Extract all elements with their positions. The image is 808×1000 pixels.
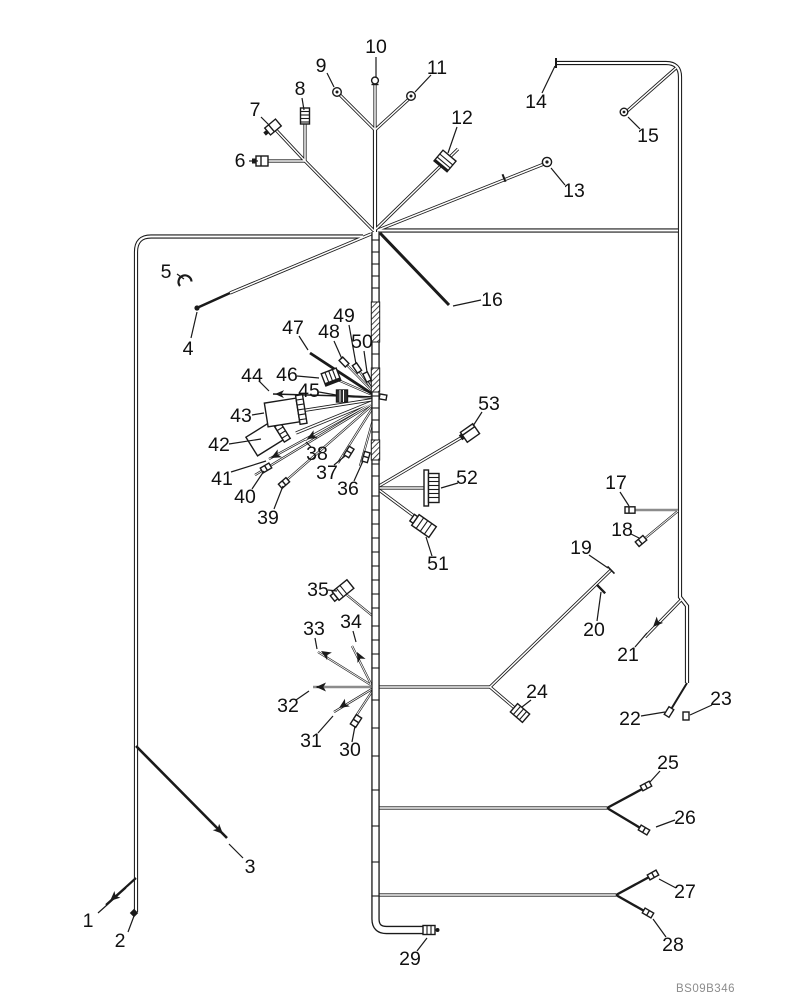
callout-7-leader <box>261 117 269 125</box>
wire-9-core <box>339 94 375 130</box>
callout-40: 40 <box>234 486 256 508</box>
wire-21-core <box>645 600 681 637</box>
callout-52: 52 <box>456 467 478 489</box>
callout-14-leader <box>542 66 555 93</box>
connector-39-icon <box>278 478 289 489</box>
callout-14: 14 <box>525 91 547 113</box>
callout-46-leader <box>297 376 319 378</box>
wire-right-border-core <box>556 63 687 683</box>
connector-26-icon <box>638 825 649 835</box>
wire-7-core <box>276 130 305 161</box>
callout-51: 51 <box>427 553 449 575</box>
wire-right-border <box>556 63 687 683</box>
callout-37: 37 <box>316 462 338 484</box>
callout-47: 47 <box>282 317 304 339</box>
callout-2-leader <box>128 916 134 932</box>
callout-20-leader <box>597 592 601 621</box>
callout-21: 21 <box>617 644 639 666</box>
callout-45-leader <box>319 392 336 395</box>
callout-5: 5 <box>160 261 172 283</box>
wire-28 <box>616 895 646 912</box>
callout-38: 38 <box>306 443 328 465</box>
callout-44: 44 <box>241 365 263 387</box>
wire-22 <box>670 683 687 711</box>
ring-terminal-9-icon <box>333 88 342 97</box>
callout-26: 26 <box>674 807 696 829</box>
callout-48-leader <box>334 341 342 359</box>
callout-41: 41 <box>211 468 233 490</box>
wire-13-core <box>378 164 544 230</box>
callout-4-leader <box>191 312 197 338</box>
wire-4-end <box>199 293 230 307</box>
wire-4-branch-core <box>230 234 371 293</box>
callout-16-leader <box>453 300 481 306</box>
callout-50-leader <box>364 351 367 372</box>
wire-27 <box>616 876 651 895</box>
callout-18: 18 <box>611 519 633 541</box>
trunk-hatch-band-3 <box>371 440 379 460</box>
connector-50-icon <box>363 372 371 382</box>
callout-3: 3 <box>244 856 256 878</box>
wire-53-core <box>379 436 464 486</box>
wire-15-core <box>625 68 676 113</box>
callout-9: 9 <box>315 55 327 77</box>
callout-17: 17 <box>605 472 627 494</box>
main-trunk <box>371 232 428 930</box>
callout-6: 6 <box>234 150 246 172</box>
callout-22: 22 <box>619 708 641 730</box>
connector-45-icon <box>337 390 348 402</box>
trunk-hatch-band-2 <box>371 368 379 392</box>
callout-3-leader <box>229 844 243 858</box>
callout-19: 19 <box>570 537 592 559</box>
callout-25: 25 <box>657 752 679 774</box>
callout-16: 16 <box>481 289 503 311</box>
callout-9-leader <box>327 73 334 87</box>
connector-22-icon <box>664 707 674 718</box>
callout-22-leader <box>641 712 665 716</box>
callout-29: 29 <box>399 948 421 970</box>
callout-33: 33 <box>303 618 325 640</box>
callout-2: 2 <box>114 930 126 952</box>
connector-10-icon <box>372 77 379 84</box>
callout-46: 46 <box>276 364 298 386</box>
ring-terminal-13-icon <box>542 157 551 166</box>
callout-45: 45 <box>298 380 320 402</box>
callout-27: 27 <box>674 881 696 903</box>
connector-48-icon <box>339 357 349 367</box>
callout-7: 7 <box>249 99 261 121</box>
wire-1 <box>106 878 136 905</box>
callout-43-leader <box>252 413 264 415</box>
callout-24: 24 <box>526 681 548 703</box>
wire-51-core <box>379 490 418 519</box>
connector-28-icon <box>642 908 653 918</box>
callout-30: 30 <box>339 739 361 761</box>
connector-25-icon <box>640 781 651 791</box>
callout-13: 13 <box>563 180 585 202</box>
ring-terminal-15-icon <box>620 108 628 116</box>
callout-1-leader <box>98 888 126 913</box>
wire-end-4-icon <box>194 305 199 310</box>
connector-37-icon <box>344 446 354 457</box>
callout-17-leader <box>620 492 629 506</box>
callout-48: 48 <box>318 321 340 343</box>
connector-17-icon <box>625 507 635 513</box>
callout-layer <box>83 36 732 970</box>
connector-27-icon <box>647 870 658 880</box>
connector-40-icon <box>260 463 271 473</box>
callout-36: 36 <box>337 478 359 500</box>
connector-30-icon <box>350 715 361 728</box>
callout-32: 32 <box>277 695 299 717</box>
callout-10: 10 <box>365 36 387 58</box>
connector-46-icon <box>321 368 341 386</box>
callout-20: 20 <box>583 619 605 641</box>
wire-3 <box>136 746 227 838</box>
wire-branch-678-core <box>305 161 374 231</box>
connector-29-icon <box>423 926 440 935</box>
connector-35-icon <box>329 580 354 603</box>
connector-53-icon <box>458 424 480 444</box>
callout-50: 50 <box>351 331 373 353</box>
callout-12: 12 <box>451 107 473 129</box>
wire-44 <box>273 394 377 397</box>
callout-8: 8 <box>294 78 306 100</box>
callout-15: 15 <box>637 125 659 147</box>
callout-49: 49 <box>333 305 355 327</box>
wire-25 <box>607 788 644 808</box>
trunk-tube <box>376 232 429 930</box>
callout-1: 1 <box>82 910 94 932</box>
callout-43: 43 <box>230 405 252 427</box>
figure-code: BS09B346 <box>676 983 735 995</box>
connector-fan-stub-icon <box>379 394 387 400</box>
wire-16 <box>380 233 449 305</box>
wire-26 <box>607 808 642 829</box>
callout-23-leader <box>690 705 712 715</box>
callout-31: 31 <box>300 730 322 752</box>
callout-26-leader <box>656 820 675 827</box>
callout-39-leader <box>274 486 283 509</box>
connector-52-icon <box>424 470 439 506</box>
wire-24-core <box>490 687 517 710</box>
callout-23: 23 <box>710 688 732 710</box>
callout-42: 42 <box>208 434 230 456</box>
wire-11-core <box>375 98 410 130</box>
callout-28: 28 <box>662 934 684 956</box>
callout-39: 39 <box>257 507 279 529</box>
ring-terminal-11-icon <box>407 92 416 101</box>
wire-18-core <box>643 511 678 540</box>
callout-11: 11 <box>426 57 448 79</box>
callout-34: 34 <box>340 611 362 633</box>
connector-51-icon <box>408 512 436 537</box>
callout-4: 4 <box>182 338 194 360</box>
connector-23-icon <box>683 712 689 720</box>
connector-8-icon <box>301 108 310 124</box>
callout-53: 53 <box>478 393 500 415</box>
callout-35: 35 <box>307 579 329 601</box>
